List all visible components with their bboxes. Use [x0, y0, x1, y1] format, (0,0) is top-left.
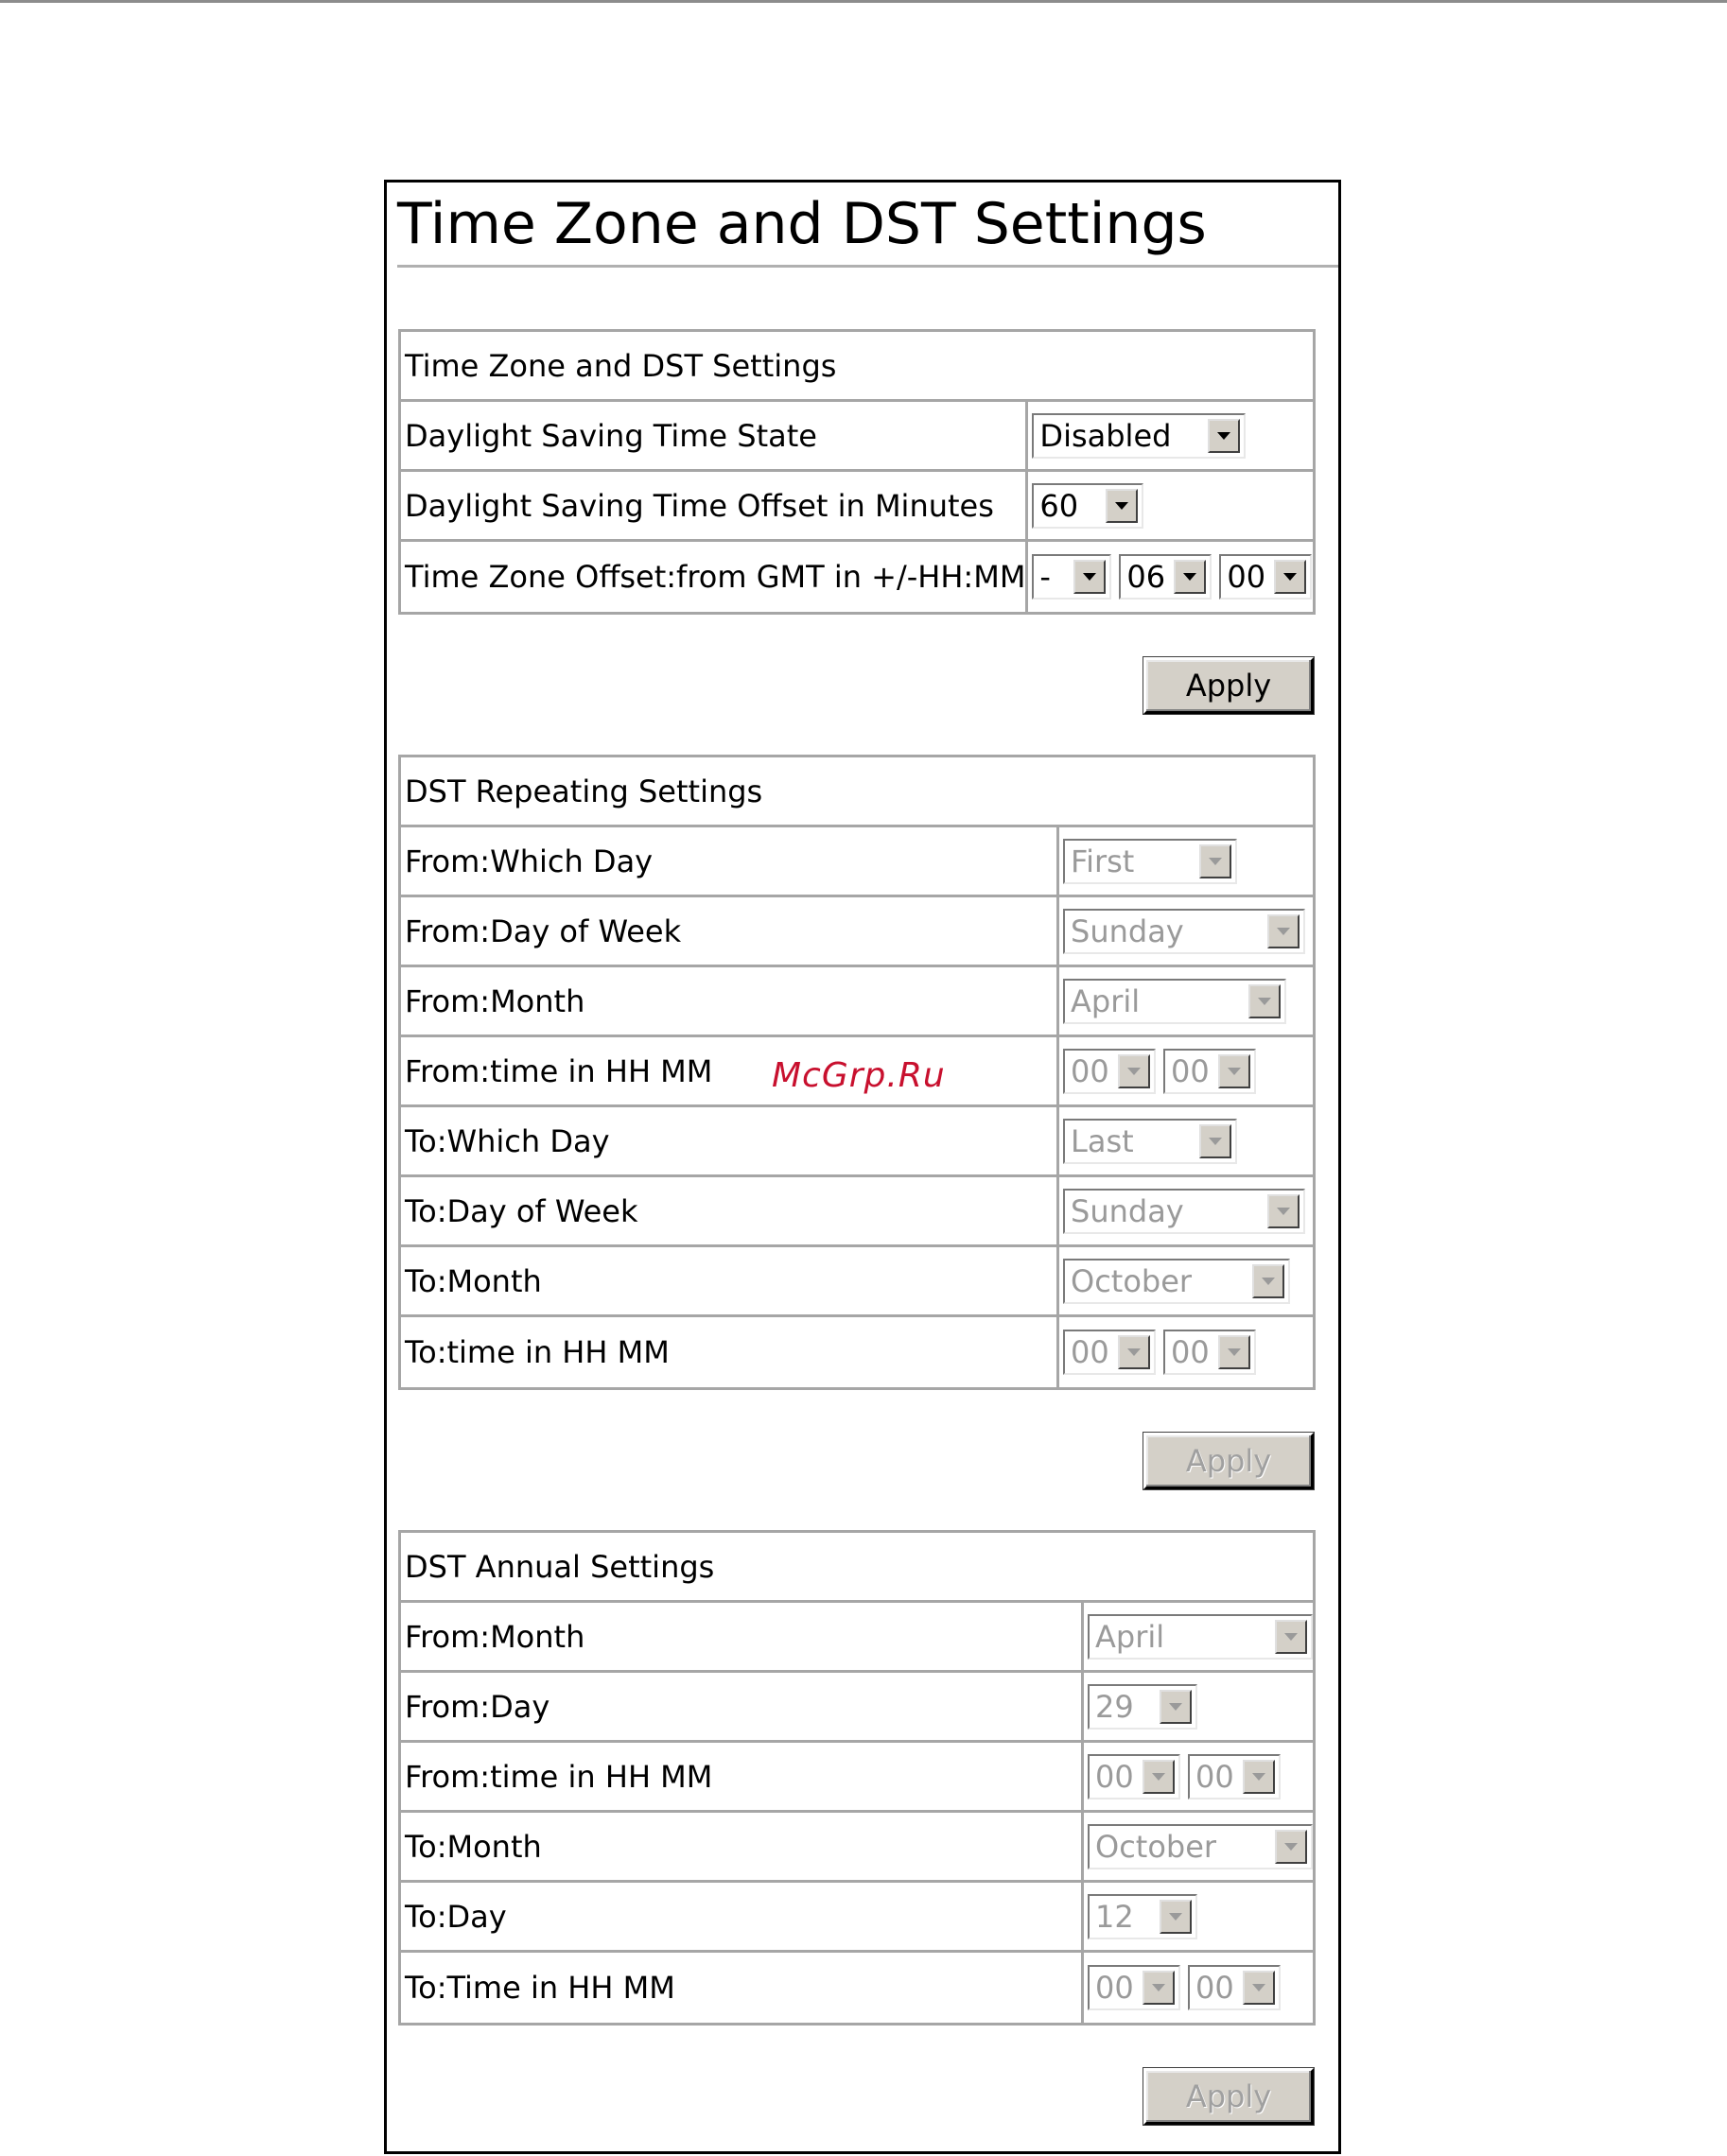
to-month-select[interactable]: October	[1063, 1259, 1290, 1304]
chevron-down-icon[interactable]	[1208, 419, 1240, 453]
watermark-text: McGrp.Ru	[772, 1056, 946, 1095]
chevron-down-icon[interactable]	[1160, 1690, 1192, 1724]
dst-state-select[interactable]: Disabled	[1032, 413, 1246, 459]
from-minute-select[interactable]: 00	[1163, 1049, 1256, 1094]
annual-from-month-label: From:Month	[401, 1603, 1081, 1673]
to-which-day-label: To:Which Day	[401, 1107, 1056, 1177]
annual-from-day-label: From:Day	[401, 1673, 1081, 1743]
dst-offset-select[interactable]: 60	[1032, 483, 1143, 529]
chevron-down-icon[interactable]	[1199, 1124, 1231, 1158]
from-day-of-week-label: From:Day of Week	[401, 897, 1056, 967]
chevron-down-icon[interactable]	[1267, 1194, 1300, 1228]
annual-to-time-label: To:Time in HH MM	[405, 1970, 675, 2006]
from-which-day-select[interactable]: First	[1063, 839, 1237, 884]
chevron-down-icon[interactable]	[1106, 489, 1138, 523]
to-which-day-select[interactable]: Last	[1063, 1119, 1237, 1164]
to-day-of-week-label: To:Day of Week	[401, 1177, 1056, 1247]
chevron-down-icon[interactable]	[1267, 914, 1300, 948]
annual-to-month-label: To:Month	[401, 1813, 1081, 1883]
tz-offset-label: Time Zone Offset:from GMT in +/-HH:MM	[405, 559, 1026, 595]
from-month-label: From:Month	[401, 967, 1056, 1037]
from-hour-select[interactable]: 00	[1063, 1049, 1156, 1094]
chevron-down-icon[interactable]	[1274, 560, 1306, 594]
tz-sign-select[interactable]: -	[1032, 554, 1111, 600]
top-rule	[0, 0, 1727, 3]
chevron-down-icon[interactable]	[1243, 1760, 1275, 1794]
settings-panel	[384, 180, 1341, 2154]
chevron-down-icon[interactable]	[1218, 1335, 1250, 1369]
to-time-label: To:time in HH MM	[405, 1334, 670, 1370]
tz-minutes-select[interactable]: 00	[1219, 554, 1312, 600]
annual-from-month-select[interactable]: April	[1088, 1614, 1313, 1660]
chevron-down-icon[interactable]	[1248, 984, 1281, 1018]
dst-offset-label: Daylight Saving Time Offset in Minutes	[401, 472, 1025, 542]
page-title: Time Zone and DST Settings	[397, 191, 1207, 257]
chevron-down-icon[interactable]	[1275, 1830, 1307, 1864]
time-zone-header: Time Zone and DST Settings	[401, 332, 1313, 402]
annual-to-day-select[interactable]: 12	[1088, 1894, 1197, 1939]
chevron-down-icon[interactable]	[1199, 844, 1231, 878]
to-minute-select[interactable]: 00	[1163, 1330, 1256, 1375]
chevron-down-icon[interactable]	[1275, 1620, 1307, 1654]
to-month-label: To:Month	[401, 1247, 1056, 1317]
dst-annual-apply-button[interactable]: Apply	[1143, 2068, 1314, 2125]
to-day-of-week-select[interactable]: Sunday	[1063, 1189, 1305, 1234]
chevron-down-icon[interactable]	[1073, 560, 1106, 594]
chevron-down-icon[interactable]	[1218, 1054, 1250, 1088]
chevron-down-icon[interactable]	[1143, 1971, 1175, 2005]
from-month-select[interactable]: April	[1063, 979, 1286, 1024]
tz-hours-select[interactable]: 06	[1119, 554, 1212, 600]
from-which-day-label: From:Which Day	[401, 827, 1056, 897]
annual-to-hour-select[interactable]: 00	[1088, 1965, 1180, 2010]
dst-repeating-apply-button[interactable]: Apply	[1143, 1433, 1314, 1489]
chevron-down-icon[interactable]	[1143, 1760, 1175, 1794]
dst-state-label: Daylight Saving Time State	[401, 402, 1025, 472]
annual-to-month-select[interactable]: October	[1088, 1824, 1313, 1869]
annual-to-minute-select[interactable]: 00	[1188, 1965, 1281, 2010]
chevron-down-icon[interactable]	[1118, 1335, 1150, 1369]
annual-from-hour-select[interactable]: 00	[1088, 1754, 1180, 1800]
chevron-down-icon[interactable]	[1252, 1264, 1284, 1298]
dst-annual-table	[398, 1530, 1316, 2026]
annual-from-day-select[interactable]: 29	[1088, 1684, 1197, 1730]
chevron-down-icon[interactable]	[1174, 560, 1206, 594]
time-zone-table	[398, 329, 1316, 615]
from-time-label: From:time in HH MM	[401, 1037, 1056, 1107]
dst-repeating-header: DST Repeating Settings	[401, 757, 1313, 827]
chevron-down-icon[interactable]	[1118, 1054, 1150, 1088]
time-zone-apply-button[interactable]: Apply	[1143, 657, 1314, 714]
annual-to-day-label: To:Day	[401, 1883, 1081, 1953]
dst-annual-header: DST Annual Settings	[401, 1533, 1313, 1603]
annual-from-time-label: From:time in HH MM	[401, 1743, 1081, 1813]
to-hour-select[interactable]: 00	[1063, 1330, 1156, 1375]
chevron-down-icon[interactable]	[1160, 1900, 1192, 1934]
chevron-down-icon[interactable]	[1243, 1971, 1275, 2005]
from-day-of-week-select[interactable]: Sunday	[1063, 909, 1305, 954]
annual-from-minute-select[interactable]: 00	[1188, 1754, 1281, 1800]
title-divider	[397, 265, 1338, 268]
